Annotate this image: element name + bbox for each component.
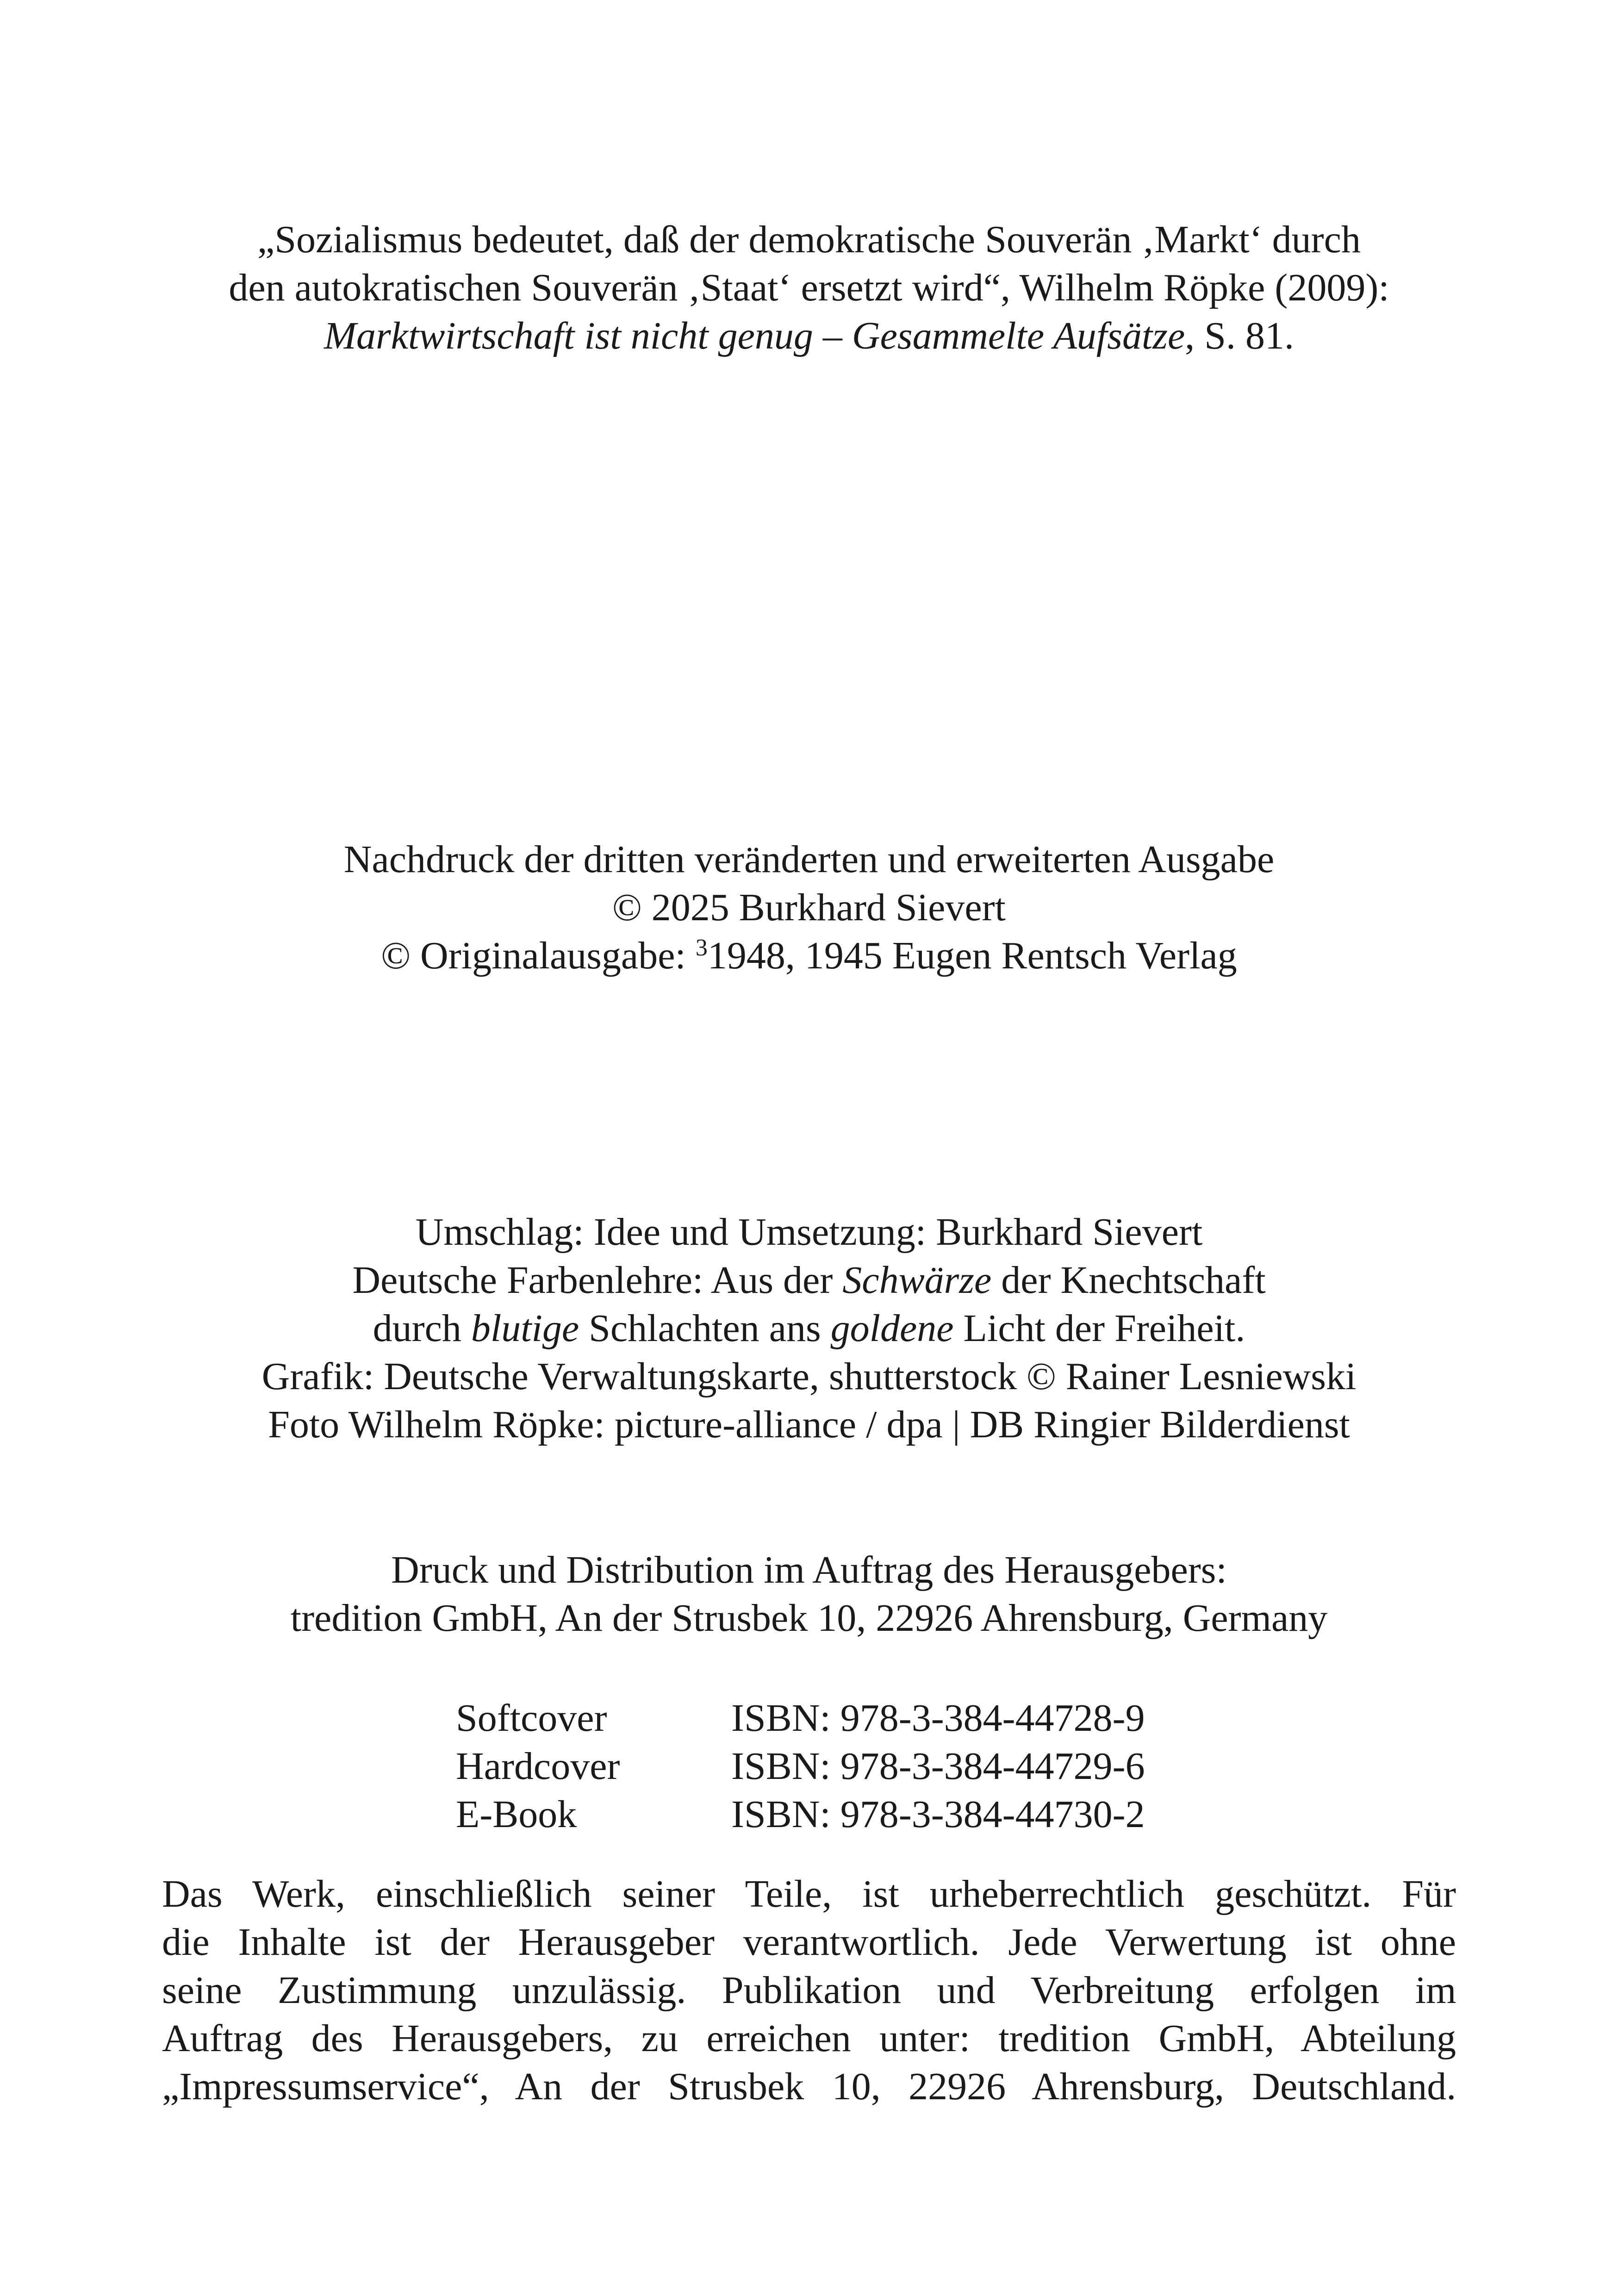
isbn-format: Hardcover <box>456 1745 620 1788</box>
isbn-number: ISBN: 978-3-384-44730-2 <box>731 1793 1145 1836</box>
credits-line: Umschlag: Idee und Umsetzung: Burkhard Sievert <box>415 1210 1203 1254</box>
isbn-row <box>456 1742 1145 1791</box>
isbn-format: Softcover <box>456 1697 607 1740</box>
epigraph-line: „Sozialismus bedeutet, daß der demokratische Souverän ‚Markt‘ durch <box>257 218 1361 261</box>
legal-line: die Inhalte ist der Herausgeber verantwortlich. Jede Verwertung ist ohne <box>162 1921 1456 1964</box>
isbn-format: E-Book <box>456 1793 577 1836</box>
isbn-number: ISBN: 978-3-384-44729-6 <box>731 1745 1145 1788</box>
legal-line: „Impressumservice“, An der Strusbek 10, 22926 Ahrensburg, Deutschland. <box>162 2065 1456 2108</box>
legal-line: Das Werk, einschließlich seiner Teile, ist urheberrechtlich geschützt. Für <box>162 1872 1456 1915</box>
legal-line: seine Zustimmung unzulässig. Publikation und Verbreitung erfolgen im <box>162 1969 1456 2012</box>
credits-line: Deutsche Farbenlehre: Aus der Schwärze der Knechtschaft <box>352 1259 1266 1302</box>
print-line: Druck und Distribution im Auftrag des Herausgebers: <box>391 1548 1227 1591</box>
credits-line: durch blutige Schlachten ans goldene Licht der Freiheit. <box>373 1307 1245 1350</box>
isbn-row <box>456 1694 1145 1742</box>
epigraph-source-line <box>162 312 1456 360</box>
legal-notice <box>162 1870 1456 2111</box>
edition-line: Nachdruck der dritten veränderten und erweiterten Ausgabe <box>343 838 1275 881</box>
epigraph-quote <box>162 216 1456 360</box>
epigraph-line: den autokratischen Souverän ‚Staat‘ ersetzt wird“, Wilhelm Röpke (2009): <box>229 266 1389 309</box>
cover-credits <box>162 1208 1456 1449</box>
isbn-number: ISBN: 978-3-384-44728-9 <box>731 1697 1145 1740</box>
copyright-line: © 2025 Burkhard Sievert <box>612 886 1006 929</box>
edition-notice <box>162 836 1456 980</box>
source-title: Marktwirtschaft ist nicht genug – Gesammelte Aufsätze <box>324 314 1185 357</box>
print-distribution <box>162 1546 1456 1642</box>
credits-line: Grafik: Deutsche Verwaltungskarte, shutterstock © Rainer Lesniewski <box>261 1355 1357 1398</box>
source-page: , S. 81. <box>1185 314 1294 357</box>
publisher-address: tredition GmbH, An der Strusbek 10, 22926 Ahrensburg, Germany <box>290 1597 1328 1640</box>
isbn-row <box>456 1791 1145 1839</box>
legal-line: Auftrag des Herausgebers, zu erreichen unter: tredition GmbH, Abteilung <box>162 2017 1456 2060</box>
original-copyright-line: © Originalausgabe: $^3$1948, 1945 Eugen Rentsch Verlag <box>381 934 1237 977</box>
edition-number: 3 <box>695 935 708 961</box>
credits-line: Foto Wilhelm Röpke: picture-alliance / dpa | DB Ringier Bilderdienst <box>268 1403 1350 1446</box>
isbn-table <box>456 1694 1145 1839</box>
